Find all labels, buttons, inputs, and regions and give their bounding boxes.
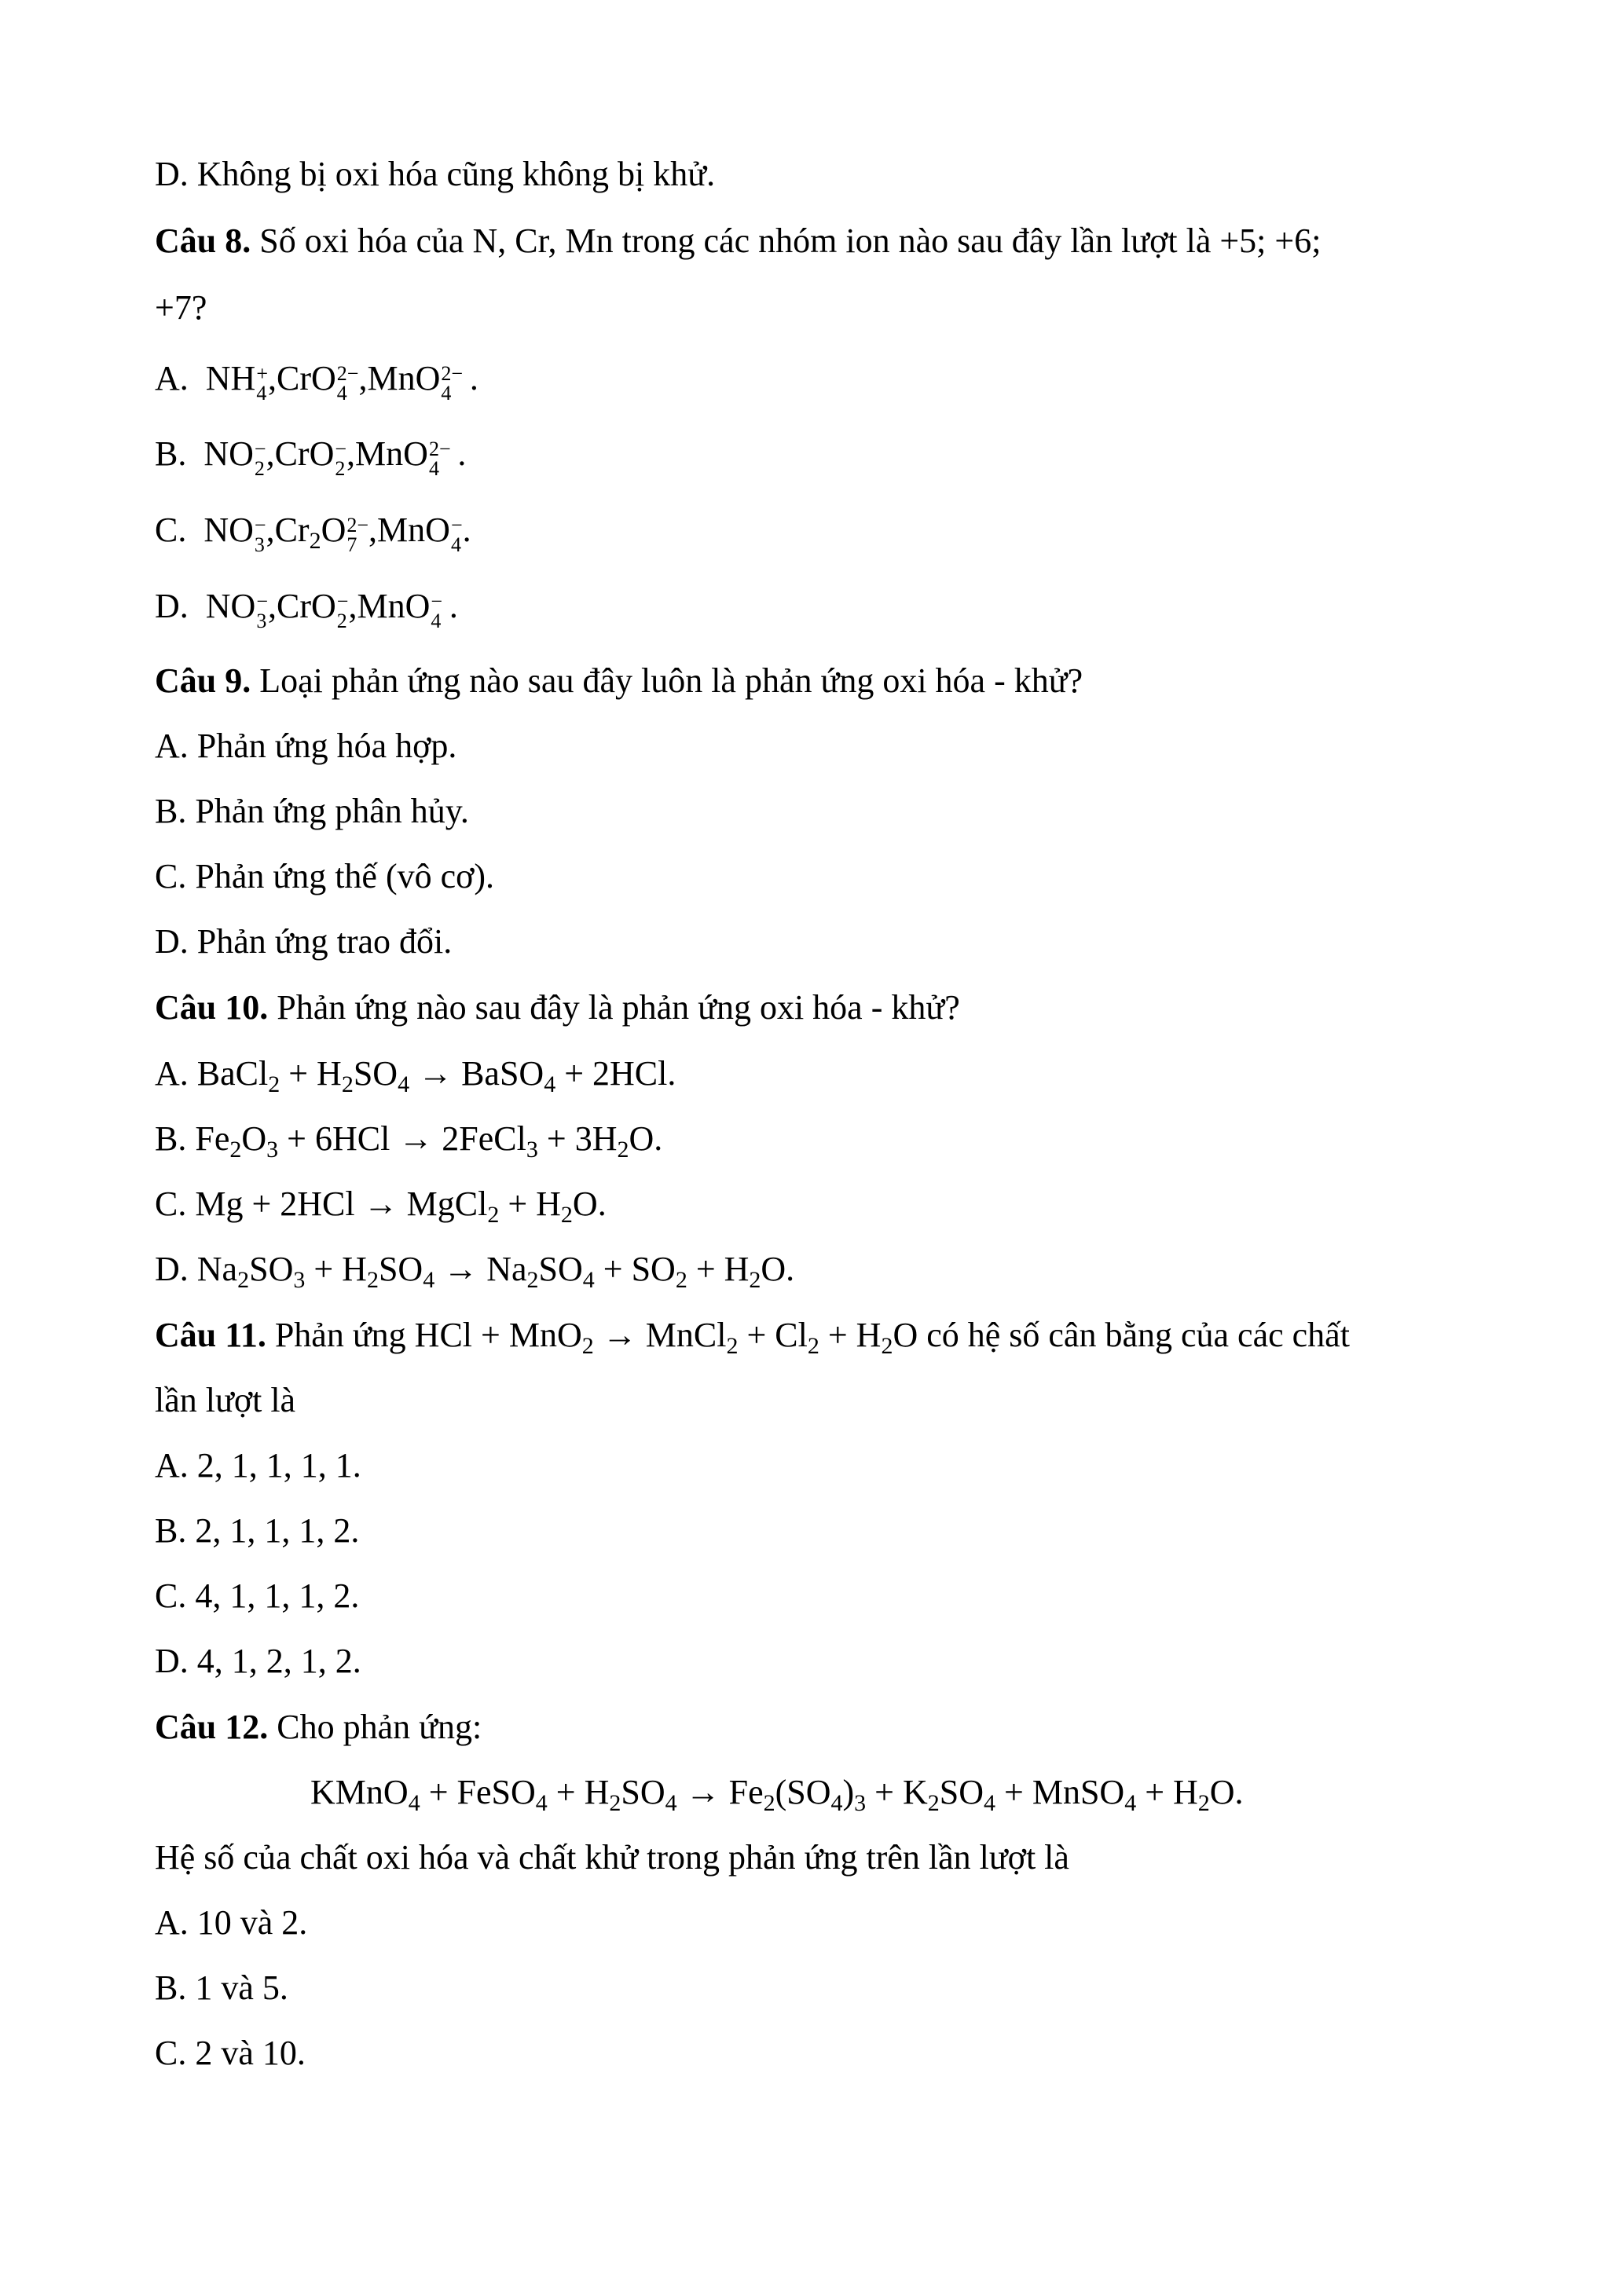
q10-option-c: C. Mg + 2HCl → MgCl$_2$ + $H_2O$.	[155, 1185, 607, 1228]
q11-option-b: B. 2, 1, 1, 1, 2.	[155, 1511, 360, 1550]
q12-equation: KMnO$_4$ + FeSO$_4$ + $H_2SO_4 \to Fe_2(SO_4)_3 + K_2SO_4$ + MnSO$_4$ + $H_2O$.	[310, 1773, 1244, 1816]
q12-text: Cho phản ứng:	[268, 1708, 482, 1746]
q8-text: Số oxi hóa của N, Cr, Mn trong các nhóm ion nào sau đây lần lượt là +5; +6;	[251, 222, 1322, 260]
q9-option-b: B. Phản ứng phân hủy.	[155, 792, 469, 830]
q9-text: Loại phản ứng nào sau đây luôn là phản ứng oxi hóa - khử?	[251, 661, 1083, 700]
q12-label: Câu 12.	[155, 1708, 269, 1746]
q11-label: Câu 11.	[155, 1316, 266, 1354]
q8-stem	[155, 218, 1321, 265]
q8-option-d: D. NO − 3 ,CrO − 2 ,MnO − 4 .	[155, 587, 458, 632]
q10-option-d: D. $Na_2SO_3 + H_2SO_4 \to Na_2SO_4 + SO_2 + H_2O$.	[155, 1250, 795, 1293]
q9-stem	[155, 657, 1083, 705]
q12-option-c: C. 2 và 10.	[155, 2034, 306, 2072]
q9-option-c: C. Phản ứng thế (vô cơ).	[155, 857, 495, 895]
q8-option-a: A. NH + 4 ,CrO 2− 4 ,MnO 2− 4 .	[155, 359, 478, 405]
q10-option-b: B. $Fe_2O_3 + 6HCl$ → 2FeCl$_3$ + $3H_2O$.	[155, 1119, 663, 1163]
q9-label: Câu 9.	[155, 661, 251, 700]
q9-option-a: A. Phản ứng hóa hợp.	[155, 727, 457, 765]
q11-stem: Câu 11. Phản ứng HCl + MnO$_2$ → MnCl$_2$ + $Cl_2 + H_2O$ có hệ số cân bằng của các chất	[155, 1316, 1350, 1359]
q12-stem	[155, 1704, 482, 1751]
q12-option-a: A. 10 và 2.	[155, 1903, 308, 1942]
q10-stem	[155, 984, 960, 1031]
q10-label: Câu 10.	[155, 988, 269, 1027]
q8-label: Câu 8.	[155, 222, 251, 260]
q12-question: Hệ số của chất oxi hóa và chất khử trong phản ứng trên lần lượt là	[155, 1838, 1069, 1877]
q8-stem-cont: +7?	[155, 288, 207, 327]
q10-option-a: A. BaCl$_2$ + $H_2SO_4$ → BaSO$_4$ + 2HCl.	[155, 1054, 676, 1097]
q12-option-b: B. 1 và 5.	[155, 1968, 288, 2007]
q8-option-c: C. NO − 3 $,Cr_2O$ 2− 7 ,MnO − 4 .	[155, 511, 471, 556]
q8-option-b: B. NO − 2 ,CrO − 2 ,MnO 2− 4 .	[155, 434, 467, 480]
q9-option-d: D. Phản ứng trao đổi.	[155, 922, 453, 961]
q7-option-d: D. Không bị oxi hóa cũng không bị khử.	[155, 155, 716, 193]
q11-option-d: D. 4, 1, 2, 1, 2.	[155, 1642, 361, 1680]
q11-option-c: C. 4, 1, 1, 1, 2.	[155, 1576, 360, 1615]
q11-option-a: A. 2, 1, 1, 1, 1.	[155, 1446, 361, 1485]
q10-text: Phản ứng nào sau đây là phản ứng oxi hóa - khử?	[268, 988, 960, 1027]
q11-stem-cont: lần lượt là	[155, 1381, 296, 1419]
